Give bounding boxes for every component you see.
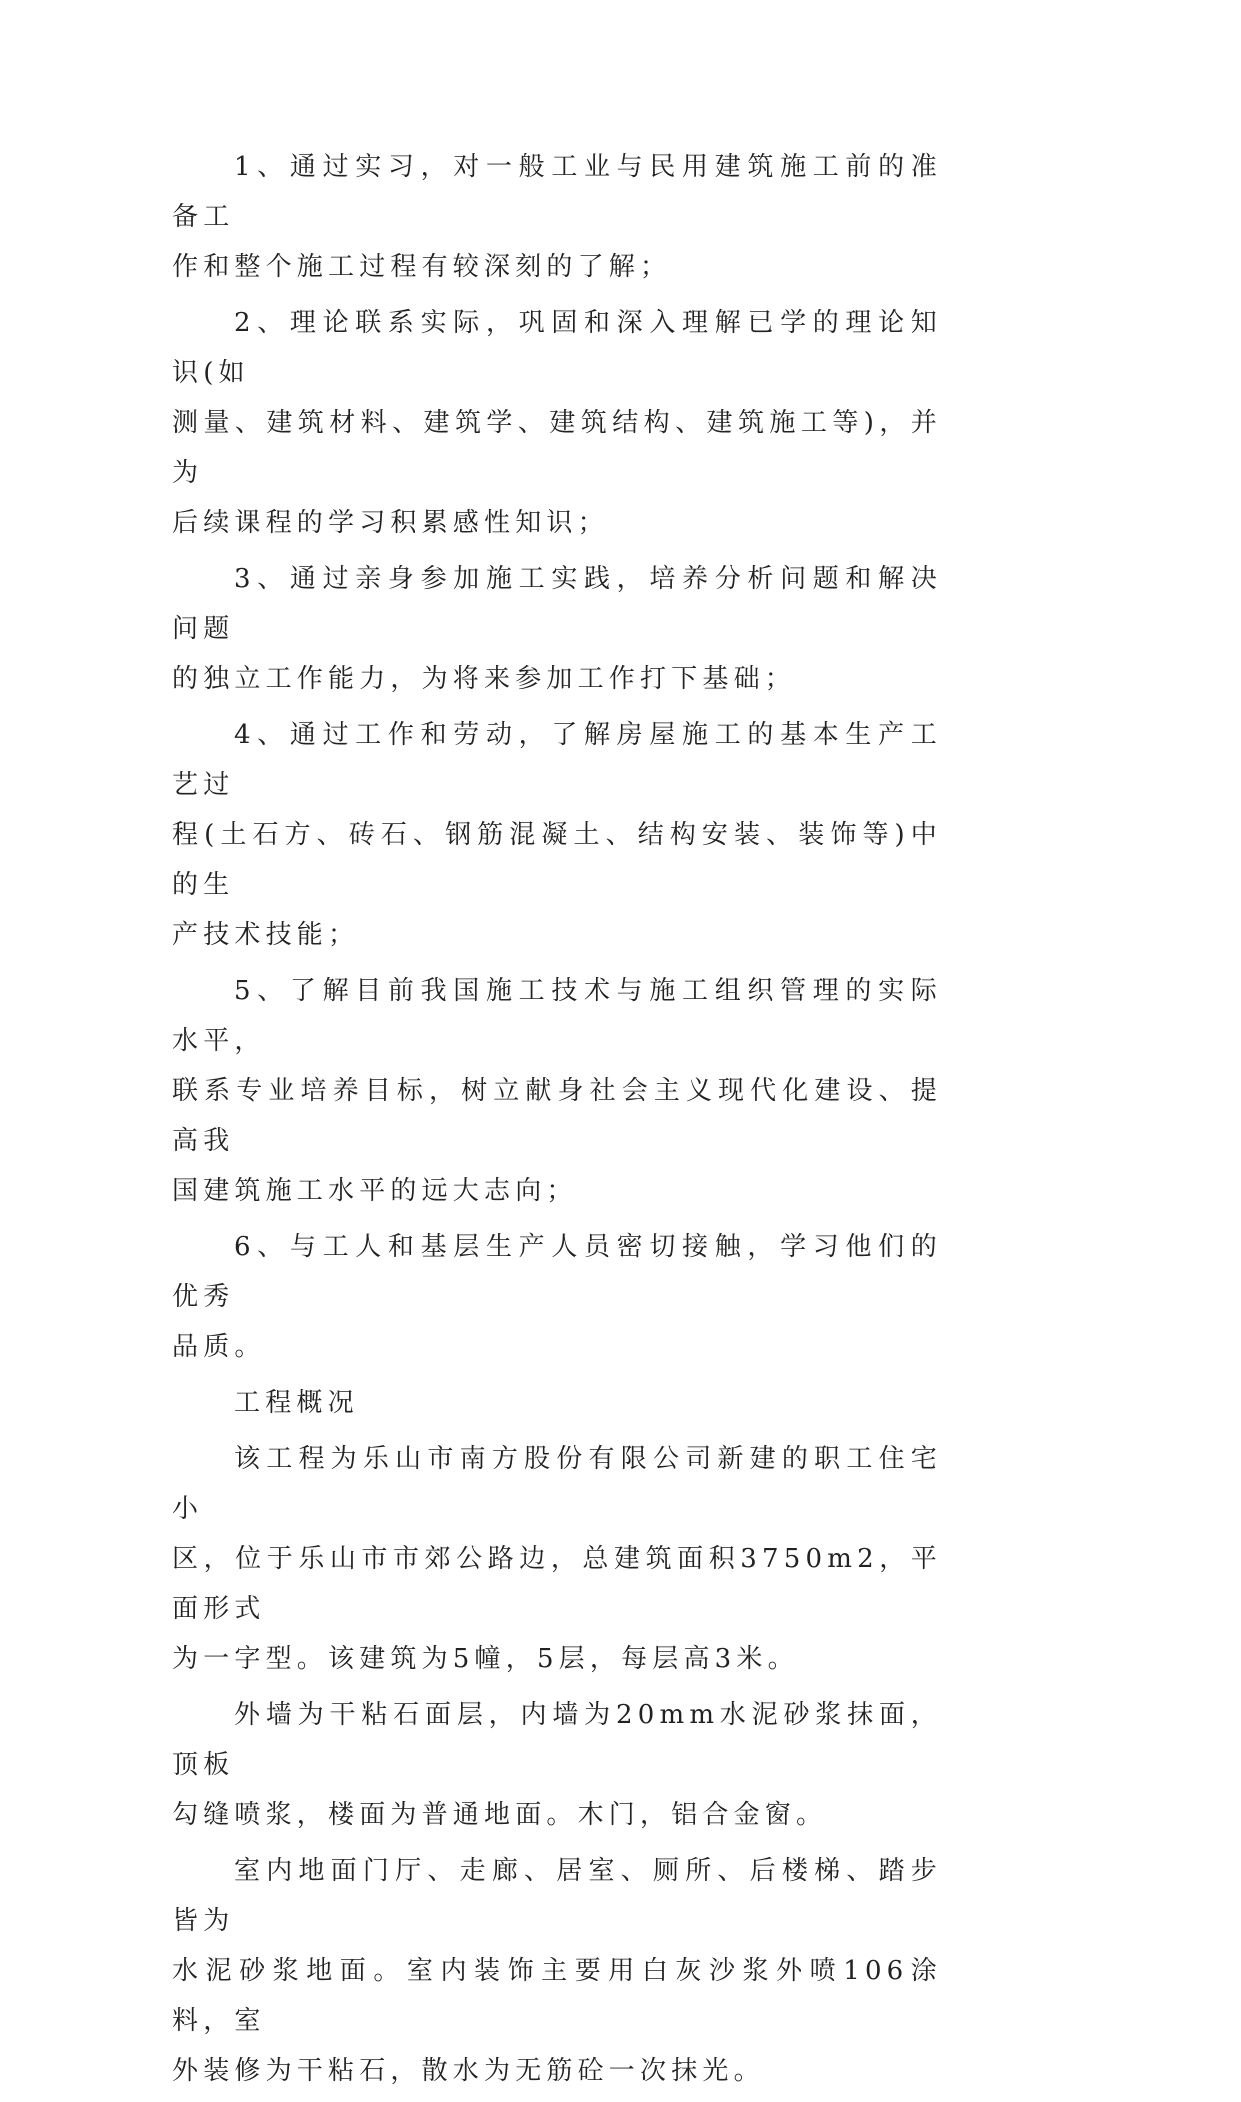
text-line: 后续课程的学习积累感性知识；: [172, 508, 609, 538]
text-line: 程(土石方、砖石、钢筋混凝土、结构安装、装饰等)中的生: [172, 820, 942, 900]
text-line: 作和整个施工过程有较深刻的了解；: [172, 252, 672, 282]
section-heading: [172, 1378, 942, 1428]
paragraph-item-2: [172, 298, 942, 548]
text-line: 2、理论联系实际，巩固和深入理解已学的理论知识(如: [172, 308, 942, 388]
text-line: 5、了解目前我国施工技术与施工组织管理的实际水平，: [172, 976, 942, 1056]
text-line: 外墙为干粘石面层，内墙为20mm水泥砂浆抹面，顶板: [172, 1700, 942, 1780]
text-line: 区，位于乐山市市郊公路边，总建筑面积3750m2，平面形式: [172, 1544, 942, 1624]
text-line: 外装修为干粘石，散水为无筋砼一次抹光。: [172, 2056, 765, 2086]
text-line: 勾缝喷浆，楼面为普通地面。木门，铝合金窗。: [172, 1800, 828, 1830]
paragraph-item-5: [172, 966, 942, 1216]
exterior-wall-paragraph: [172, 1690, 942, 1840]
text-line: 产技术技能；: [172, 920, 360, 950]
paragraph-item-3: [172, 554, 942, 704]
text-line: 1、通过实习，对一般工业与民用建筑施工前的准备工: [172, 152, 942, 232]
text-line: 6、与工人和基层生产人员密切接触，学习他们的优秀: [172, 1232, 942, 1312]
text-line: 测量、建筑材料、建筑学、建筑结构、建筑施工等)，并为: [172, 408, 942, 488]
paragraph-item-6: [172, 1222, 942, 1372]
text-line: 室内地面门厅、走廊、居室、厕所、后楼梯、踏步皆为: [172, 1856, 942, 1936]
paragraph-item-1: [172, 142, 942, 292]
paragraph-item-4: [172, 710, 942, 960]
heading-text: 工程概况: [234, 1388, 359, 1418]
text-line: 4、通过工作和劳动，了解房屋施工的基本生产工艺过: [172, 720, 942, 800]
interior-floor-paragraph: [172, 1846, 942, 2096]
text-line: 该工程为乐山市南方股份有限公司新建的职工住宅小: [172, 1444, 942, 1524]
document-body: [172, 142, 942, 2102]
text-line: 品质。: [172, 1332, 266, 1362]
text-line: 3、通过亲身参加施工实践，培养分析问题和解决问题: [172, 564, 942, 644]
text-line: 联系专业培养目标，树立献身社会主义现代化建设、提高我: [172, 1076, 942, 1156]
text-line: 为一字型。该建筑为5幢，5层，每层高3米。: [172, 1644, 799, 1674]
text-line: 的独立工作能力，为将来参加工作打下基础；: [172, 664, 797, 694]
text-line: 水泥砂浆地面。室内装饰主要用白灰沙浆外喷106涂料，室: [172, 1956, 942, 2036]
project-overview-paragraph: [172, 1434, 942, 1684]
text-line: 国建筑施工水平的远大志向；: [172, 1176, 578, 1206]
